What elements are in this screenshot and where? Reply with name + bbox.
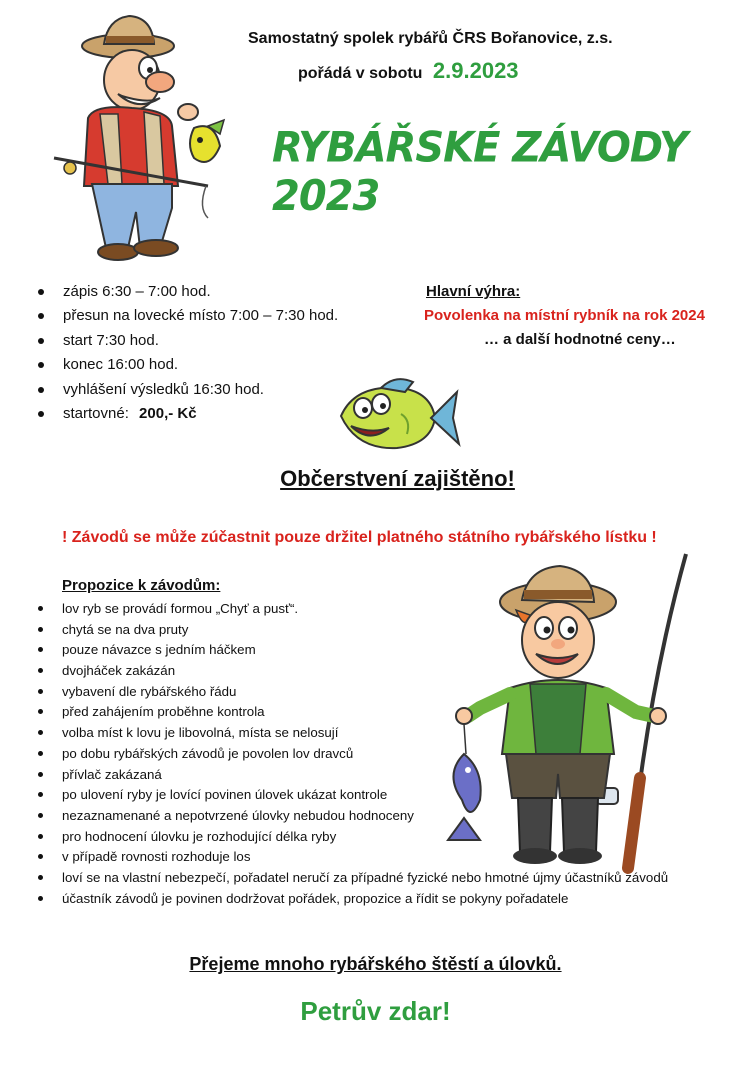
- list-item: pouze návazce s jedním háčkem: [36, 640, 668, 661]
- fish-illustration: [335, 378, 460, 458]
- list-item: pro hodnocení úlovku je rozhodující délka ryby: [36, 827, 668, 848]
- announcement: [298, 58, 519, 84]
- list-item: nezaznamenané a nepotvrzené úlovky nebudou hodnoceny: [36, 806, 668, 827]
- list-item: lov ryb se provádí formou „Chyť a pusť“.: [36, 599, 668, 620]
- list-item: loví se na vlastní nebezpečí, pořadatel neručí za případné fyzické nebo hmotné újmy účastníků závodů: [36, 868, 668, 889]
- rules-heading: Propozice k závodům:: [62, 577, 221, 594]
- list-item: volba míst k lovu je libovolná, místa se nelosují: [36, 723, 668, 744]
- announce-text: pořádá v sobotu: [298, 65, 423, 82]
- page-title: RYBÁŘSKÉ ZÁVODY 2023: [272, 123, 687, 221]
- refreshments-text: Občerstvení zajištěno!: [280, 466, 515, 491]
- list-item: start 7:30 hod.: [36, 329, 338, 353]
- wish-text: Přejeme mnoho rybářského štěstí a úlovků.: [189, 954, 562, 974]
- list-item: po ulovení ryby je lovící povinen úlovek ukázat kontrole: [36, 785, 668, 806]
- list-item: účastník závodů je povinen dodržovat pořádek, propozice a řídit se pokyny pořadatele: [36, 889, 668, 910]
- prize-heading: Hlavní výhra:: [426, 283, 521, 300]
- refreshments-note: [0, 466, 751, 492]
- list-item: po dobu rybářských závodů je povolen lov dravců: [36, 744, 668, 765]
- fisherman-illustration: [48, 8, 233, 270]
- list-item: konec 16:00 hod.: [36, 353, 338, 377]
- list-item-fee: [36, 402, 338, 426]
- boy-angler-illustration: [440, 548, 675, 876]
- license-warning: ! Závodů se může zúčastnit pouze držitel platného státního rybářského lístku !: [62, 529, 657, 546]
- event-date: 2.9.2023: [432, 58, 519, 83]
- closing-farewell: Petrův zdar!: [300, 996, 451, 1026]
- list-item: zápis 6:30 – 7:00 hod.: [36, 280, 338, 304]
- list-item: dvojháček zakázán: [36, 661, 668, 682]
- schedule-list: [36, 280, 338, 426]
- list-item: v případě rovnosti rozhoduje los: [36, 847, 668, 868]
- list-item: přívlač zakázaná: [36, 765, 668, 786]
- list-item: chytá se na dva pruty: [36, 620, 668, 641]
- fee-value: 200,- Kč: [139, 404, 197, 422]
- organizer-name: Samostatný spolek rybářů ČRS Bořanovice, z.s.: [248, 30, 613, 47]
- closing-wish: [0, 954, 751, 975]
- list-item: vybavení dle rybářského řádu: [36, 682, 668, 703]
- list-item: před zahájením proběhne kontrola: [36, 702, 668, 723]
- prize-more: … a další hodnotné ceny…: [484, 331, 676, 348]
- list-item: vyhlášení výsledků 16:30 hod.: [36, 378, 338, 402]
- fee-label: startovné:: [63, 404, 129, 422]
- list-item: přesun na lovecké místo 7:00 – 7:30 hod.: [36, 304, 338, 328]
- prize-main: Povolenka na místní rybník na rok 2024: [424, 307, 705, 324]
